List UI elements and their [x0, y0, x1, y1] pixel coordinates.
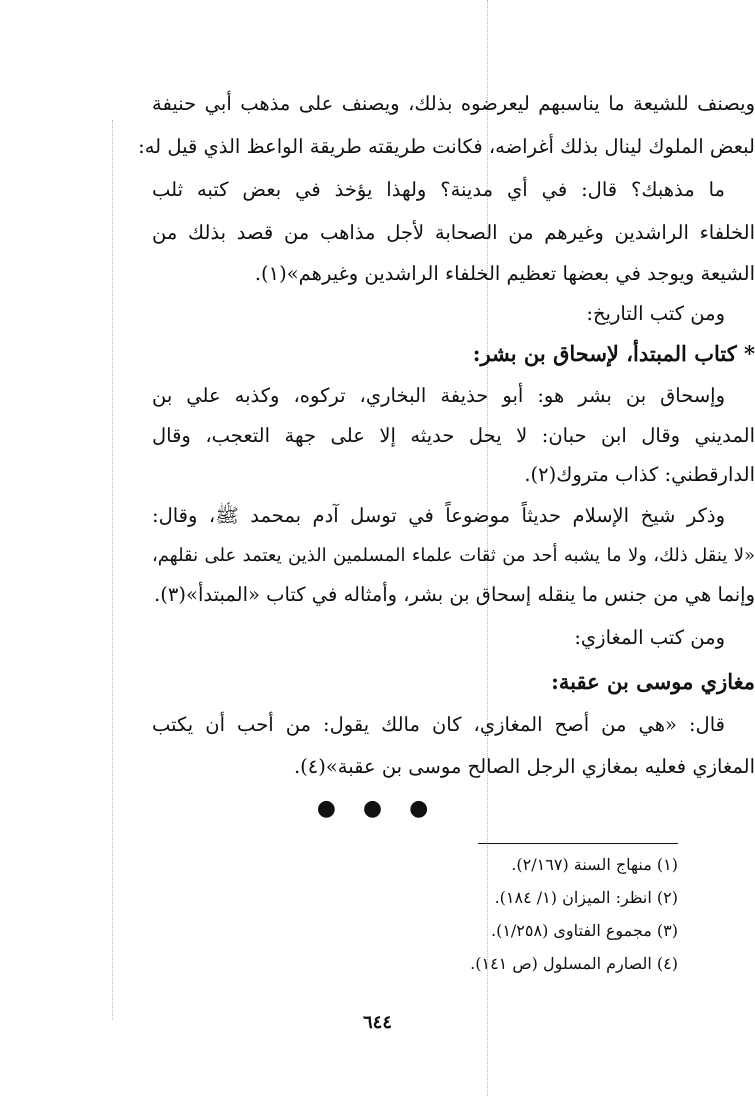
body-line: الدارقطني: كذاب متروك(٢). [524, 463, 755, 486]
footnote: (٢) انظر: الميزان (١/ ١٨٤). [494, 888, 678, 907]
footnote: (٣) مجموع الفتاوى (١/٢٥٨). [490, 921, 678, 940]
footnote: (١) منهاج السنة (٢/١٦٧). [511, 855, 678, 874]
quote-line: «لا ينقل ذلك، ولا ما يشبه أحد من ثقات علماء المسلمين الذين يعتمد على نقلهم، [152, 545, 755, 566]
page-number: ٦٤٤ [362, 1012, 392, 1033]
footnote-rule [478, 843, 678, 844]
body-line: قال: «هي من أصح المغازي، كان مالك يقول: من أحب أن يكتب [152, 713, 725, 736]
body-line: وإسحاق بن بشر هو: أبو حذيفة البخاري، تركوه، وكذبه علي بن [152, 384, 725, 407]
book-heading: مغازي موسى بن عقبة: [551, 669, 755, 694]
body-line: المديني وقال ابن حبان: لا يحل حديثه إلا على جهة التعجب، وقال [152, 424, 755, 447]
body-line: وذكر شيخ الإسلام حديثاً موضوعاً في توسل آدم بمحمد ﷺ، وقال: [152, 504, 725, 527]
body-line: ويصنف للشيعة ما يناسبهم ليعرضوه بذلك، ويصنف على مذهب أبي حنيفة [152, 92, 755, 115]
body-line: لبعض الملوك لينال بذلك أغراضه، فكانت طريقته طريقة الواعظ الذي قيل له: [138, 135, 755, 158]
quote-line: وإنما هي من جنس ما ينقله إسحاق بن بشر، وأمثاله في كتاب «المبتدأ»(٣). [154, 583, 755, 606]
body-line: الشيعة ويوجد في بعضها تعظيم الخلفاء الراشدين وغيرهم»(١). [254, 262, 755, 285]
body-line: المغازي فعليه بمغازي الرجل الصالح موسى بن عقبة»(٤). [293, 755, 755, 778]
body-line: الخلفاء الراشدين وغيرهم من الصحابة لأجل مذاهب من قصد بذلك من [152, 221, 755, 244]
section-label: ومن كتب المغازي: [574, 626, 725, 649]
book-heading: * كتاب المبتدأ، لإسحاق بن بشر: [472, 341, 755, 366]
section-separator: ● ● ● [316, 796, 439, 821]
section-label: ومن كتب التاريخ: [586, 302, 725, 325]
body-line: ما مذهبك؟ قال: في أي مدينة؟ ولهذا يؤخذ في بعض كتبه ثلب [152, 178, 725, 201]
footnote: (٤) الصارم المسلول (ص ١٤١). [470, 954, 678, 973]
